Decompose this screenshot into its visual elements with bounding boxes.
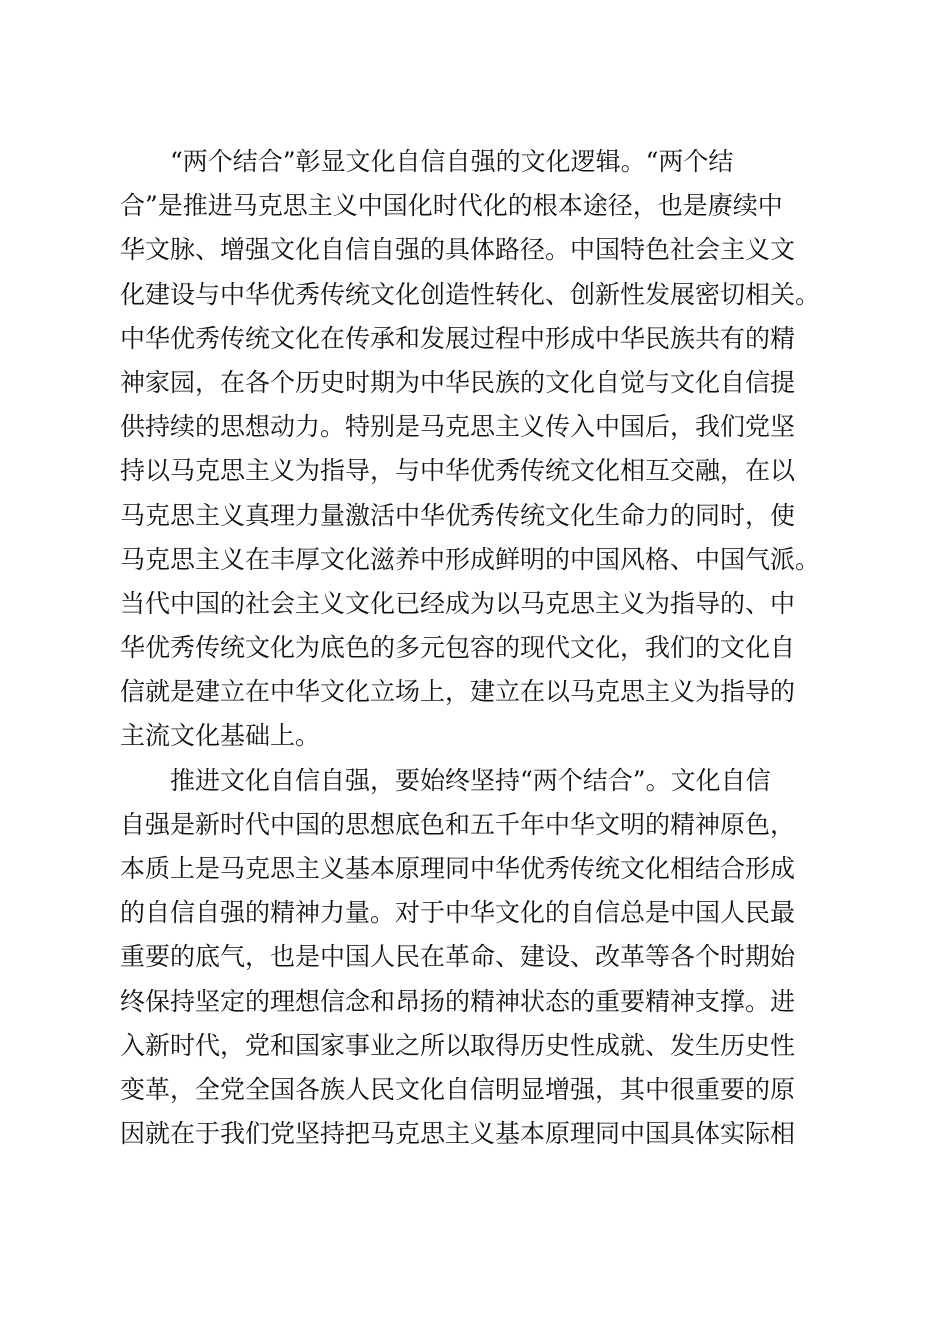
- text-line: 华优秀传统文化为底色的多元包容的现代文化，我们的文化自: [120, 633, 796, 663]
- text-line: 推进文化自信自强，要始终坚持“两个结合”。文化自信: [170, 765, 771, 795]
- text-line: 入新时代，党和国家事业之所以取得历史性成就、发生历史性: [120, 1030, 796, 1060]
- text-line: 变革，全党全国各族人民文化自信明显增强，其中很重要的原: [120, 1074, 796, 1104]
- text-line: 重要的底气，也是中国人民在革命、建设、改革等各个时期始: [120, 942, 796, 972]
- text-line: 主流文化基础上。: [120, 721, 321, 751]
- text-line: 中华优秀传统文化在传承和发展过程中形成中华民族共有的精: [120, 323, 796, 353]
- paragraph-1: [120, 140, 840, 759]
- text-line: 本质上是马克思主义基本原理同中华优秀传统文化相结合形成: [120, 854, 796, 883]
- text-line: 神家园，在各个历史时期为中华民族的文化自觉与文化自信提: [120, 367, 796, 397]
- text-line: 持以马克思主义为指导，与中华优秀传统文化相互交融，在以: [120, 456, 796, 486]
- text-line: “两个结合”彰显文化自信自强的文化逻辑。“两个结: [170, 147, 734, 176]
- text-line: 马克思主义在丰厚文化滋养中形成鲜明的中国风格、中国气派。: [120, 544, 821, 574]
- text-line: 合”是推进马克思主义中国化时代化的根本途径，也是赓续中: [120, 191, 783, 221]
- text-line: 供持续的思想动力。特别是马克思主义传入中国后，我们党坚: [120, 412, 796, 442]
- text-line: 因就在于我们党坚持把马克思主义基本原理同中国具体实际相: [120, 1119, 796, 1149]
- paragraph-2: [120, 759, 840, 1157]
- text-line: 自强是新时代中国的思想底色和五千年中华文明的精神原色，: [120, 809, 796, 839]
- text-line: 信就是建立在中华文化立场上，建立在以马克思主义为指导的: [120, 677, 796, 707]
- text-line: 华文脉、增强文化自信自强的具体路径。中国特色社会主义文: [120, 235, 796, 265]
- text-line: 终保持坚定的理想信念和昂扬的精神状态的重要精神支撑。进: [120, 986, 796, 1016]
- text-line: 化建设与中华优秀传统文化创造性转化、创新性发展密切相关。: [120, 279, 821, 309]
- text-line: 的自信自强的精神力量。对于中华文化的自信总是中国人民最: [120, 898, 796, 928]
- text-line: 马克思主义真理力量激活中华优秀传统文化生命力的同时，使: [120, 500, 796, 530]
- text-line: 当代中国的社会主义文化已经成为以马克思主义为指导的、中: [120, 588, 796, 618]
- body-text: [120, 140, 840, 1156]
